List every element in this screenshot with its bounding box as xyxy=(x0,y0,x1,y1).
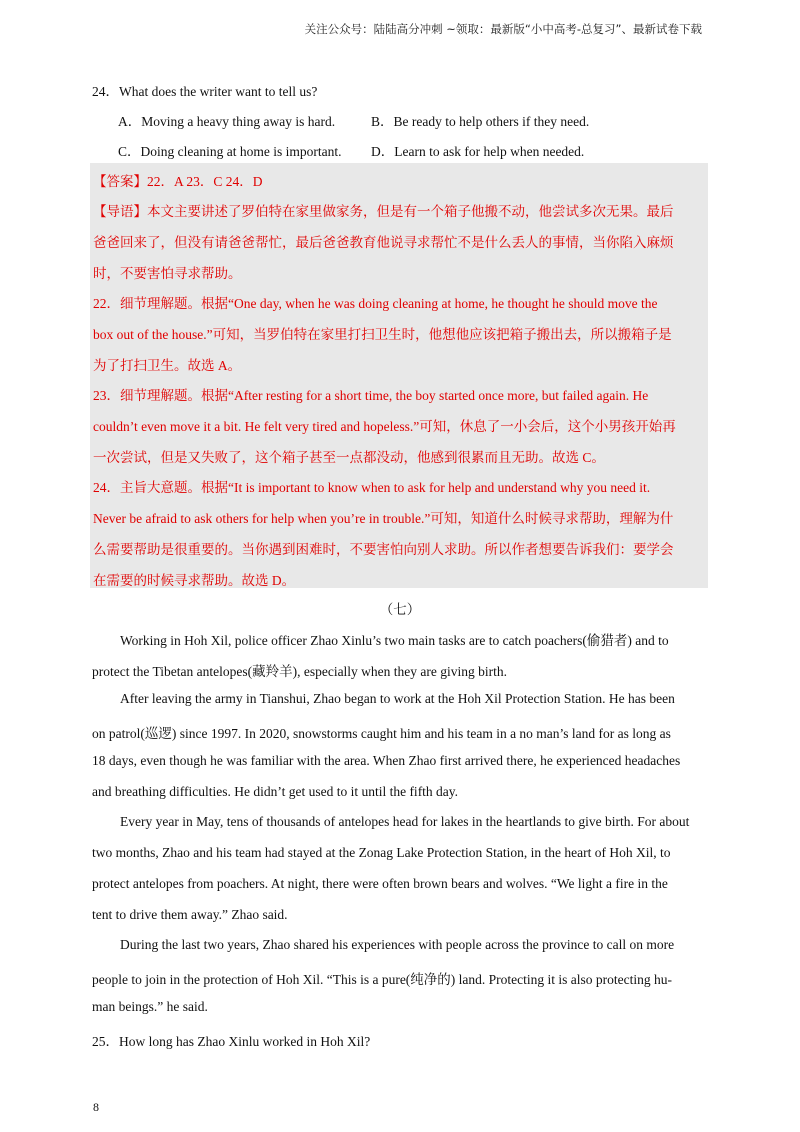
guide-line: 时，不要害怕寻求帮助。 xyxy=(93,266,242,281)
passage-line: two months, Zhao and his team had stayed at the Zonag Lake Protection Station, in the heart of Hoh Xil, to xyxy=(92,845,671,860)
option-d: D．Learn to ask for help when needed. xyxy=(371,144,585,159)
passage-line: on patrol(巡逻) since 1997. In 2020, snowstorms caught him and his team in a no man’s land for as long as xyxy=(92,726,671,741)
passage-line: After leaving the army in Tianshui, Zhao began to work at the Hoh Xil Protection Station. He has been xyxy=(120,691,675,706)
passage-line: 18 days, even though he was familiar with the area. When Zhao first arrived there, he experienced headaches xyxy=(92,753,681,768)
option-b: B．Be ready to help others if they need. xyxy=(371,114,590,129)
passage-line: protect the Tibetan antelopes(藏羚羊), especially when they are giving birth. xyxy=(92,664,508,679)
passage-line: protect antelopes from poachers. At night, there were often brown bears and wolves. “We light a fire in the xyxy=(92,876,668,891)
option-c: C．Doing cleaning at home is important. xyxy=(118,144,342,159)
question-24-stem: 24．What does the writer want to tell us? xyxy=(92,84,318,99)
question-25-stem: 25．How long has Zhao Xinlu worked in Hoh Xil? xyxy=(92,1034,371,1049)
explanation-24: 24．主旨大意题。根据“It is important to know when to ask for help and understand why you need it. xyxy=(93,480,651,495)
guide-line: 【导语】本文主要讲述了罗伯特在家里做家务，但是有一个箱子他搬不动，他尝试多次无果。最后 xyxy=(93,204,674,219)
passage-line: people to join in the protection of Hoh Xil. “This is a pure(纯净的) land. Protecting it is also protecting hu- xyxy=(92,972,673,987)
guide-line: 爸爸回来了，但没有请爸爸帮忙，最后爸爸教育他说寻求帮忙不是什么丢人的事情，当你陷入麻烦 xyxy=(93,235,674,250)
passage-line: and breathing difficulties. He didn’t get used to it until the fifth day. xyxy=(92,784,459,799)
explanation-22: 22．细节理解题。根据“One day, when he was doing cleaning at home, he thought he should move the xyxy=(93,296,658,311)
option-a: A．Moving a heavy thing away is hard. xyxy=(118,114,336,129)
explanation-24: 么需要帮助是很重要的。当你遇到困难时，不要害怕向别人求助。所以作者想要告诉我们：要学会 xyxy=(93,542,674,557)
passage-line: Working in Hoh Xil, police officer Zhao Xinlu’s two main tasks are to catch poachers(偷猎者) and to xyxy=(120,633,669,648)
passage-line: tent to drive them away.” Zhao said. xyxy=(92,907,288,922)
passage-line: During the last two years, Zhao shared his experiences with people across the province to call on more xyxy=(120,937,675,952)
explanation-23: 23．细节理解题。根据“After resting for a short time, the boy started once more, but failed again. He xyxy=(93,388,649,403)
explanation-23: couldn’t even move it a bit. He felt very tired and hopeless.”可知，休息了一小会后，这个小男孩开始再 xyxy=(93,419,676,434)
page-number: 8 xyxy=(93,1100,99,1114)
explanation-22: 为了打扫卫生。故选 A。 xyxy=(93,358,242,373)
explanation-24: 在需要的时候寻求帮助。故选 D。 xyxy=(93,573,296,588)
section-title: （七） xyxy=(379,602,421,617)
page-header: 关注公众号：陆陆高分冲刺 ~领取：最新版“小中高考-总复习”、最新试卷下载 xyxy=(304,22,702,36)
passage-line: Every year in May, tens of thousands of antelopes head for lakes in the heartlands to give birth. For about xyxy=(120,814,690,829)
passage-line: man beings.” he said. xyxy=(92,999,208,1014)
explanation-22: box out of the house.”可知，当罗伯特在家里打扫卫生时，他想他应该把箱子搬出去，所以搬箱子是 xyxy=(93,327,672,342)
answer-key: 【答案】22．A 23．C 24．D xyxy=(93,174,263,189)
explanation-23: 一次尝试，但是又失败了，这个箱子甚至一点都没动，他感到很累而且无助。故选 C。 xyxy=(93,450,605,465)
explanation-24: Never be afraid to ask others for help when you’re in trouble.”可知，知道什么时候寻求帮助，理解为什 xyxy=(93,511,674,526)
